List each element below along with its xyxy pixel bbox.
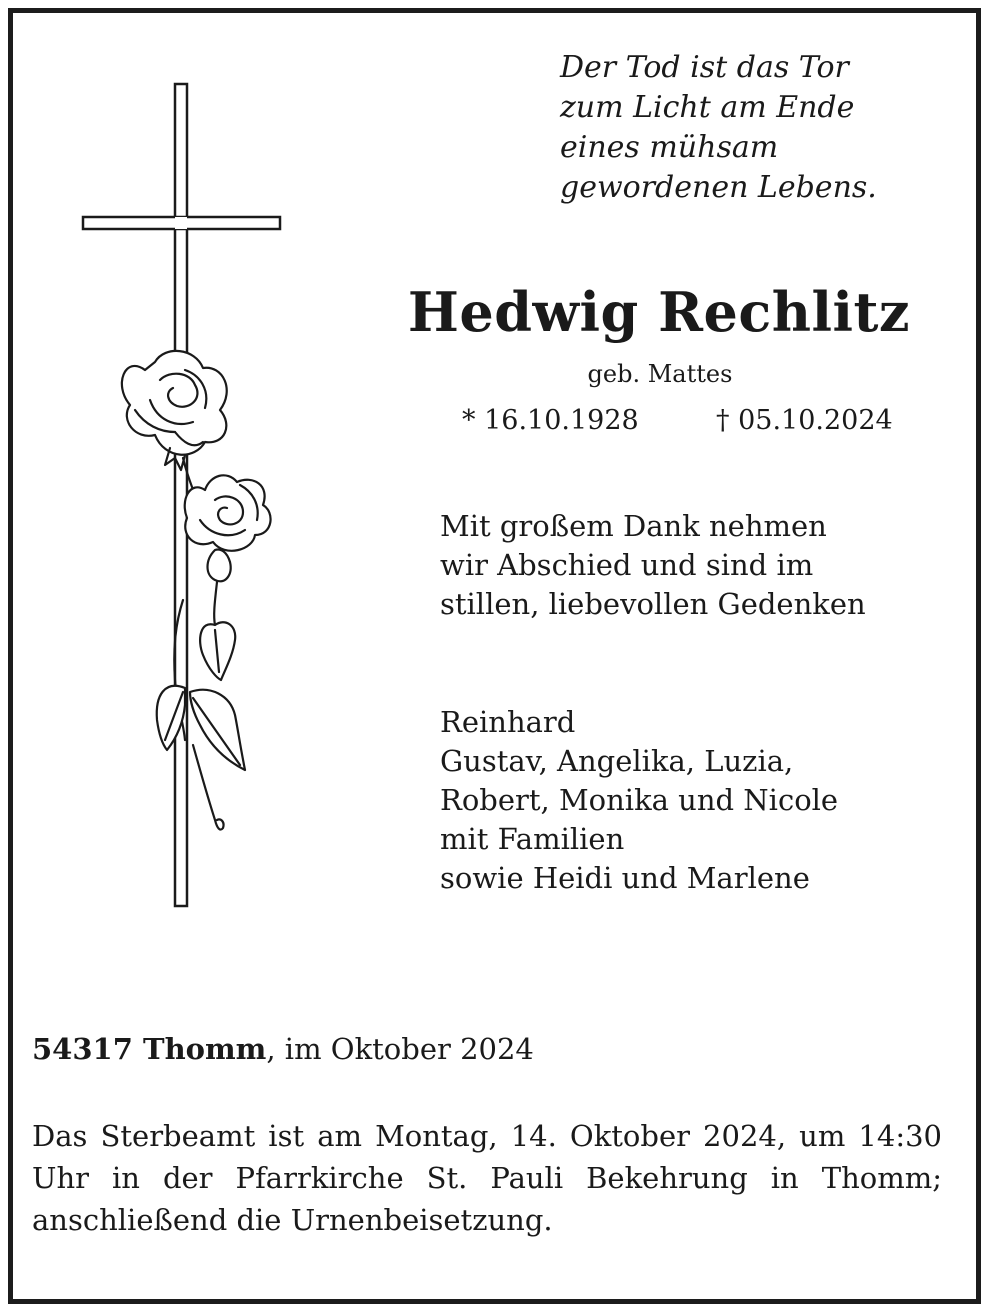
motto-quote	[560, 48, 960, 208]
thanks-line: stillen, liebevollen Gedenken	[440, 587, 866, 621]
mourner-line: Reinhard	[440, 705, 576, 739]
birth-date: * 16.10.1928	[462, 405, 639, 436]
death-date: † 05.10.2024	[716, 405, 893, 436]
mourner-line: Gustav, Angelika, Luzia,	[440, 744, 794, 778]
mourner-line: Robert, Monika und Nicole	[440, 783, 839, 817]
deceased-name: Hedwig Rechlitz	[407, 280, 911, 344]
motto-line: Der Tod ist das Tor	[560, 50, 849, 85]
place-date: , im Oktober 2024	[266, 1032, 534, 1066]
motto-line: gewordenen Lebens.	[560, 170, 877, 205]
place-and-date	[32, 1032, 534, 1066]
thanks-text	[440, 507, 960, 624]
motto-line: zum Licht am Ende	[560, 90, 855, 125]
birth-name: geb. Mattes	[587, 360, 733, 388]
town: 54317 Thomm	[32, 1032, 267, 1066]
thanks-line: wir Abschied und sind im	[440, 548, 814, 582]
mourner-line: mit Familien	[440, 822, 625, 856]
funeral-notice: Das Sterbeamt ist am Montag, 14. Oktober 2024, um 14:30 Uhr in der Pfarrkirche St. Pauli Bekehrung in Thomm; anschließend die Urnenbeisetzung.	[32, 1119, 942, 1237]
thanks-line: Mit großem Dank nehmen	[440, 509, 827, 543]
mourner-line: sowie Heidi und Marlene	[440, 861, 810, 895]
mourners-list	[440, 703, 960, 898]
cross-with-roses-icon	[75, 80, 295, 920]
motto-line: eines mühsam	[560, 130, 779, 165]
